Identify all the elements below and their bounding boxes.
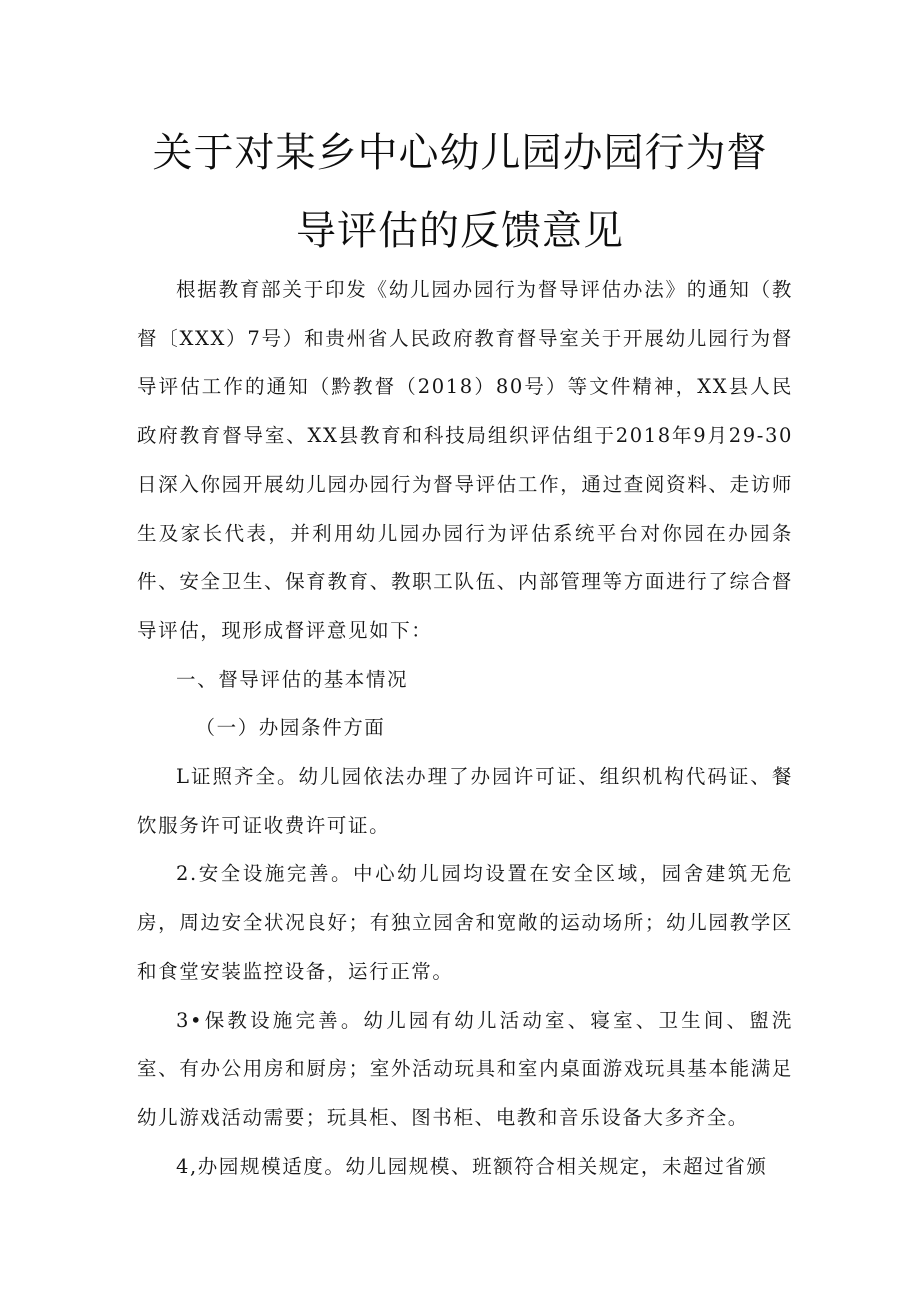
item-4: 4,办园规模适度。幼儿园规模、班额符合相关规定，未超过省颁 <box>176 1154 768 1178</box>
document-title-line-1: 关于对某乡中心幼儿园办园行为督 <box>152 130 768 176</box>
document-body <box>137 266 793 1191</box>
item-3: 3•保教设施完善。幼儿园有幼儿活动室、寝室、卫生间、盥洗室、有办公用房和厨房；室外活动玩具和室内桌面游戏玩具基本能满足幼儿游戏活动需要；玩具柜、图书柜、电教和音乐设备大多齐全。 <box>137 1008 793 1129</box>
item-2: 2.安全设施完善。中心幼儿园均设置在安全区域，园舍建筑无危房，周边安全状况良好；有独立园舍和宽敞的运动场所；幼儿园教学区和食堂安装监控设备，运行正常。 <box>137 862 793 983</box>
intro-paragraph: 根据教育部关于印发《幼儿园办园行为督导评估办法》的通知（教督〔XXX）7号）和贵州省人民政府教育督导室关于开展幼儿园行为督导评估工作的通知（黔教督（2018）80号）等文件精神，XX县人民政府教育督导室、XX县教育和科技局组织评估组于2018年9月29-30日深入你园开展幼儿园办园行为督导评估工作，通过查阅资料、走访师生及家长代表，并利用幼儿园办园行为评估系统平台对你园在办园条件、安全卫生、保育教育、教职工队伍、内部管理等方面进行了综合督导评估，现形成督评意见如下： <box>137 278 793 642</box>
section-heading-1: 一、督导评估的基本情况 <box>176 667 409 691</box>
document-title-line-2: 导评估的反馈意见 <box>296 208 624 254</box>
item-1: L证照齐全。幼儿园依法办理了办园许可证、组织机构代码证、餐饮服务许可证收费许可证。 <box>137 765 793 837</box>
subsection-heading-1: （一）办园条件方面 <box>195 716 386 740</box>
